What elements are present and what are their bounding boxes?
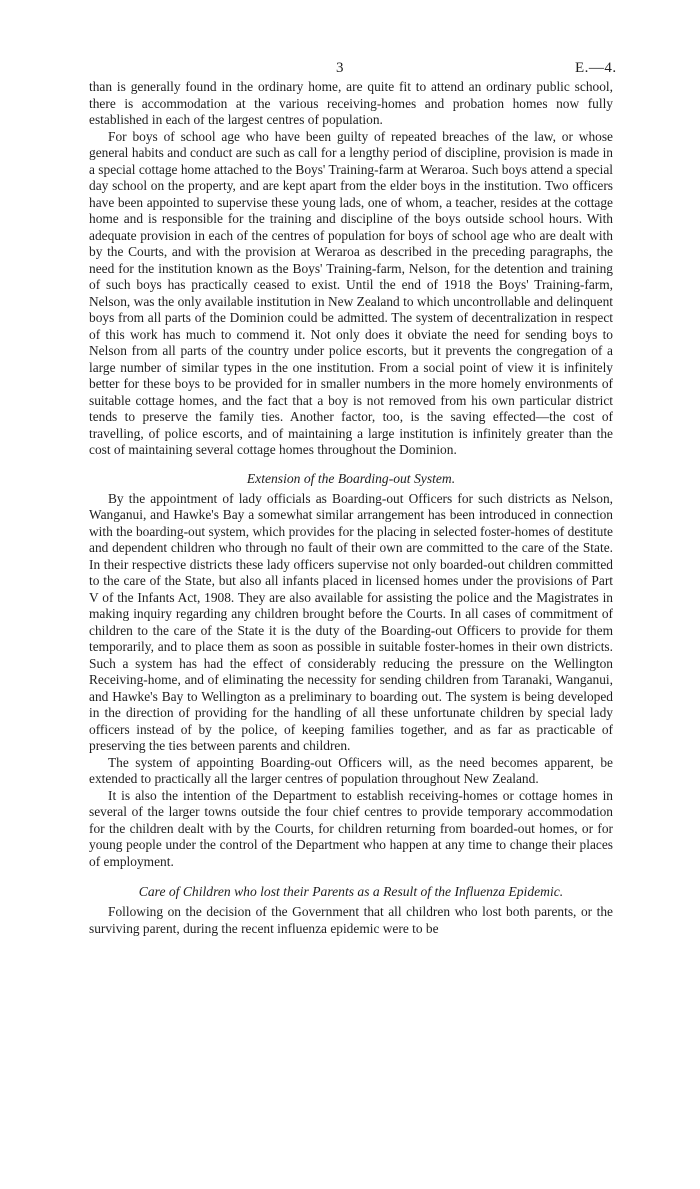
page-number: 3 — [336, 60, 344, 76]
paragraph-influenza: Following on the decision of the Government that all children who lost both parents, or the surviving parent, during the recent influenza epidemic were to be — [89, 904, 613, 936]
paragraph-continued: than is generally found in the ordinary home, are quite fit to attend an ordinary public school, there is accommodation at the various receiving-homes and probation homes now fully established in each of the largest centres of population. — [89, 79, 613, 127]
document-reference: E.—4. — [575, 60, 617, 76]
paragraph-receiving-homes: It is also the intention of the Department to establish receiving-homes or cottage homes in several of the larger towns outside the four chief centres to provide temporary accommodation for the children dealt with by the Courts, for children returning from boarded-out homes, or for young people under the control of the Department who happen at any time to change their places of employment. — [89, 787, 613, 869]
section-heading-influenza: Care of Children who lost their Parents as a Result of the Influenza Epidemic. — [138, 884, 564, 899]
paragraph-boys-school-age: For boys of school age who have been guilty of repeated breaches of the law, or whose general habits and conduct are such as call for a lengthy period of discipline, provision is made in a special cottage home attached to the Boys' Training-farm at Weraroa. Such boys attend a special day school on the property, and are kept apart from the elder boys in the institution. Two officers have been appointed to supervise these young lads, one of whom, a teacher, resides at the cottage home and is responsible for the training and discipline of the boys outside school hours. With adequate provision in each of the centres of population for boys of school age who are dealt with by the Courts, and with the provision at Weraroa as described in the preceding paragraphs, the need for the institution known as the Boys' Training-farm, Nelson, for the detention and training of such boys has practically ceased to exist. Until the end of 1918 the Boys' Training-farm, Nelson, was the only available institution in New Zealand to which uncontrollable and delinquent boys from all parts of the Dominion could be admitted. The system of decentralization in respect of this work has much to commend it. Not only does it obviate the need for sending boys to Nelson from all parts of the country under police escorts, but it prevents the congregation of a large number of similar types in the one institution. From a social point of view it is infinitely better for these boys to be provided for in smaller numbers in the more homely environments of suitable cottage homes, and the fact that a boy is not removed from his own particular district tends to preserve the family ties. Another factor, too, is the saving effected—the cost of travelling, of police escorts, and of maintaining a large institution is infinitely greater than the cost of maintaining several cottage homes throughout the Dominion. — [89, 128, 613, 457]
body-text — [89, 79, 613, 937]
paragraph-lady-officials: By the appointment of lady officials as Boarding-out Officers for such districts as Nelson, Wanganui, and Hawke's Bay a somewhat similar arrangement has been introduced in connection with the boarding-out system, which provides for the placing in selected foster-homes of destitute and dependent children who through no fault of their own are committed to the care of the State. In their respective districts these lady officers supervise not only boarded-out children committed to the care of the State, but also all infants placed in licensed homes under the provisions of Part V of the Infants Act, 1908. They are also available for assisting the police and the Magistrates in making inquiry regarding any children brought before the Courts. In all cases of commitment of children to the care of the State it is the duty of the Boarding-out Officers to provide for them temporarily, and to place them as soon as possible in suitable foster-homes in their own districts. Such a system has had the effect of considerably reducing the pressure on the Wellington Receiving-home, and of eliminating the necessity for sending children from Taranaki, Wanganui, and Hawke's Bay to Wellington as a preliminary to boarding out. The system is being developed in the direction of providing for the handling of all these unfortunate children by special lady officers instead of by the police, of keeping families together, and as far as practicable of preserving the ties between parents and children. — [89, 490, 613, 753]
section-heading-boarding-out: Extension of the Boarding-out System. — [246, 470, 456, 486]
paragraph-boarding-out-officers: The system of appointing Boarding-out Officers will, as the need becomes apparent, be extended to practically all the larger centres of population throughout New Zealand. — [89, 754, 613, 786]
